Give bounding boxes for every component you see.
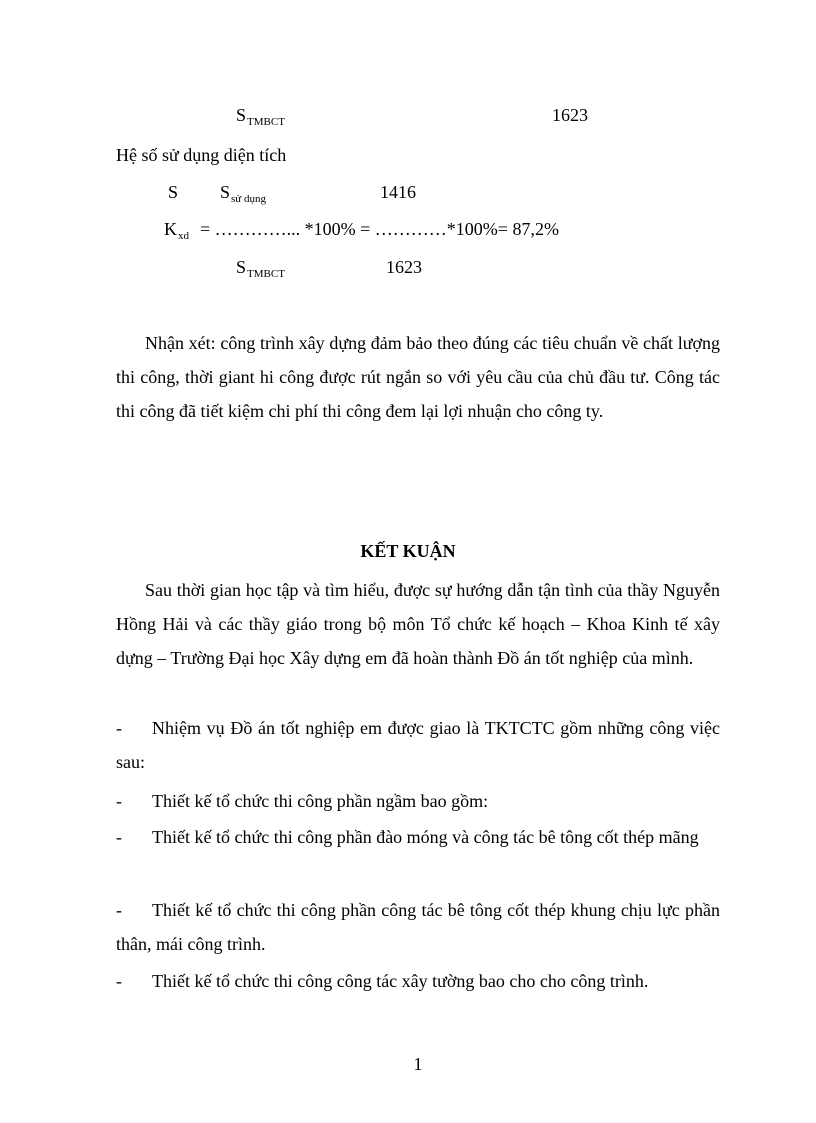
bullet-item: [116, 893, 720, 961]
formula-top-value: 1623: [552, 105, 588, 125]
remark-paragraph: Nhận xét: công trình xây dựng đảm bảo theo đúng các tiêu chuẩn về chất lượng thi công, thời giant hi công được rút ngắn so với yêu cầu của chủ đầu tư. Công tác thi công đã tiết kiệm chi phí thi công đem lại lợi nhuận cho công ty.: [116, 333, 720, 421]
bullet-item: [116, 820, 720, 854]
bullet-text: Thiết kế tổ chức thi công công tác xây tường bao cho cho công trình.: [152, 971, 649, 991]
formula-top-s-sub: TMBCT: [247, 116, 285, 128]
formula-s-sudung: [220, 182, 266, 203]
formula-denominator-value: 1623: [386, 257, 422, 277]
formula-k-label: K: [164, 219, 177, 239]
bullet-text: Thiết kế tổ chức thi công phần công tác bê tông cốt thép khung chịu lực phần thân, mái công trình.: [116, 900, 720, 954]
conclusion-heading: KẾT KUẬN: [360, 541, 456, 561]
bullet-dash: -: [116, 827, 122, 847]
usage-coefficient-title: Hệ số sử dụng diện tích: [116, 145, 287, 165]
formula-s-tmbct: [236, 257, 285, 278]
bullet-item: [116, 711, 720, 779]
formula-k-sub: xd: [178, 230, 189, 242]
conclusion-paragraph: Sau thời gian học tập và tìm hiểu, được sự hướng dẫn tận tình của thầy Nguyễn Hồng Hải và các thầy giáo trong bộ môn Tổ chức kế hoạch – Khoa Kinh tế xây dựng – Trường Đại học Xây dựng em đã hoàn thành Đồ án tốt nghiệp của mình.: [116, 580, 720, 668]
bullet-item: [116, 784, 720, 818]
formula-s-label: S: [168, 182, 179, 202]
bullet-dash: -: [116, 900, 122, 920]
formula-top-s-tmbct: [236, 105, 285, 126]
formula-s-sudung-sub: sử dụng: [231, 193, 267, 205]
bullet-dash: -: [116, 971, 122, 991]
bullet-text: Nhiệm vụ Đồ án tốt nghiệp em được giao là TKTCTC gồm những công việc sau:: [116, 718, 720, 772]
formula-numerator-value: 1416: [380, 182, 416, 202]
bullet-dash: -: [116, 791, 122, 811]
formula-equation: = …………... *100% = …………*100%= 87,2%: [200, 219, 559, 239]
formula-s-tmbct-label: S: [236, 257, 247, 277]
page-number: 1: [413, 1054, 423, 1074]
bullet-dash: -: [116, 718, 122, 738]
formula-k-xd: [164, 219, 189, 240]
formula-s-tmbct-sub: TMBCT: [247, 268, 285, 280]
formula-s-sudung-label: S: [220, 182, 231, 202]
bullet-text: Thiết kế tổ chức thi công phần ngầm bao gồm:: [152, 791, 489, 811]
bullet-text: Thiết kế tổ chức thi công phần đào móng và công tác bê tông cốt thép mãng: [152, 827, 699, 847]
bullet-item: [116, 964, 720, 998]
formula-top-s-label: S: [236, 105, 247, 125]
